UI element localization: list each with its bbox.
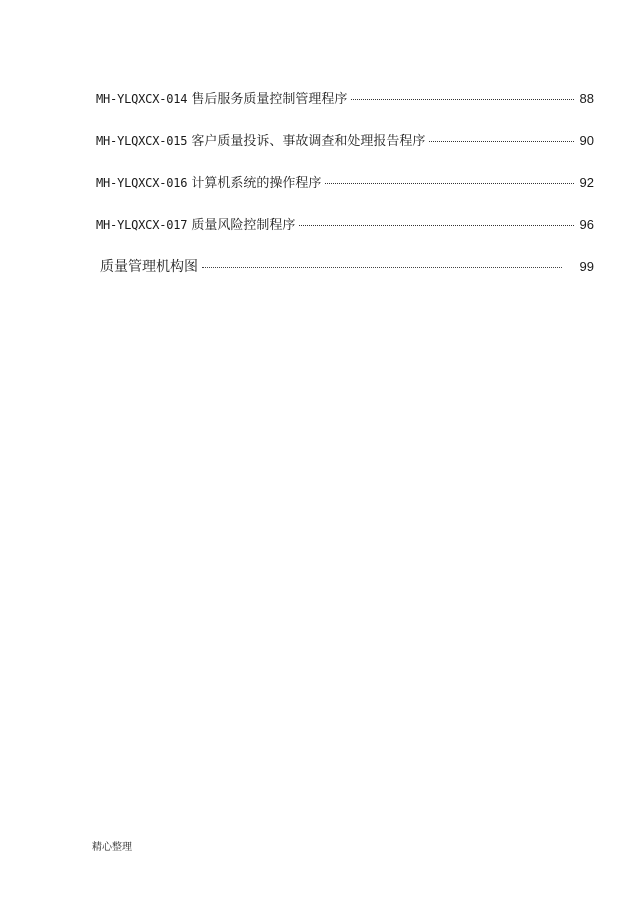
toc-entry-code: MH-YLQXCX-017 <box>96 218 188 232</box>
toc-entry-code: MH-YLQXCX-015 <box>96 134 188 148</box>
toc-entry-org-chart[interactable] <box>96 256 594 284</box>
toc-entry-title: 售后服务质量控制管理程序 <box>191 92 348 107</box>
toc-entry[interactable] <box>96 172 594 200</box>
toc-entry-code: MH-YLQXCX-014 <box>96 92 188 106</box>
toc-entry-page: 96 <box>579 217 594 232</box>
toc-entry-code: MH-YLQXCX-016 <box>96 176 188 190</box>
toc-entry-title: 计算机系统的操作程序 <box>191 176 322 191</box>
toc-entry[interactable] <box>96 130 594 158</box>
toc-entry-title: 客户质量投诉、事故调查和处理报告程序 <box>191 134 426 149</box>
toc-entry-page: 92 <box>579 175 594 190</box>
toc-entry-page: 99 <box>579 259 594 274</box>
toc-entry-title: 质量管理机构图 <box>100 259 198 275</box>
toc-leader-dots <box>325 183 574 184</box>
toc-entry-title: 质量风险控制程序 <box>191 218 296 233</box>
toc-entry-page: 88 <box>579 91 594 106</box>
toc-leader-dots <box>299 225 574 226</box>
toc-entry[interactable] <box>96 214 594 242</box>
table-of-contents <box>96 88 594 298</box>
toc-leader-dots <box>429 141 574 142</box>
toc-entry[interactable] <box>96 88 594 116</box>
footer-note: 精心整理 <box>92 842 132 853</box>
toc-entry-page: 90 <box>579 133 594 148</box>
toc-leader-dots <box>351 99 574 100</box>
toc-leader-dots <box>202 267 562 268</box>
